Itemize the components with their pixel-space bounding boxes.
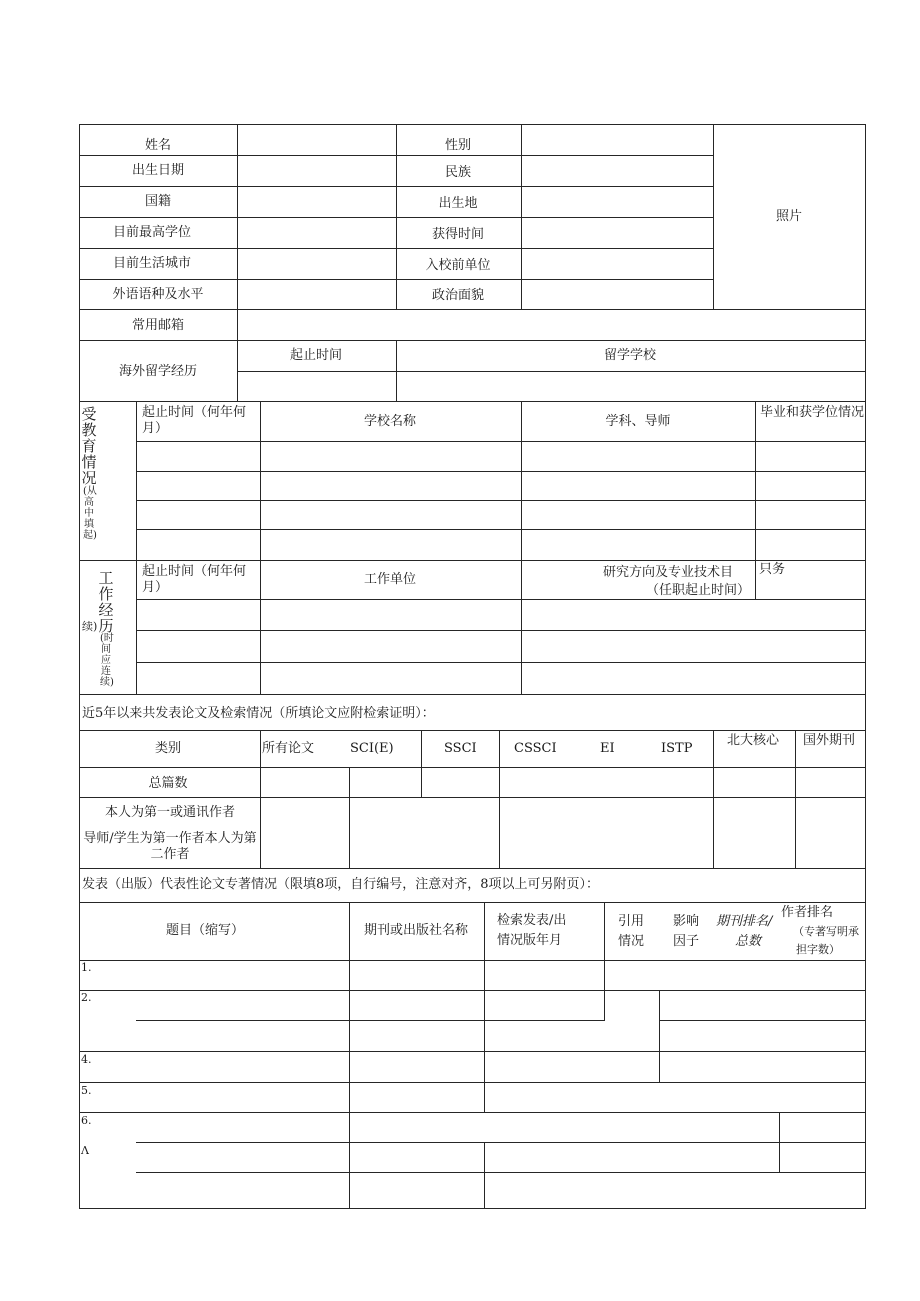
grid-line-vertical [349, 828, 350, 869]
col-scie: SCI(E) [350, 741, 394, 756]
overseas-school-header: 留学学校 [603, 348, 657, 363]
rep-author-header-a: 作者排名 [781, 905, 834, 920]
grid-line-vertical [521, 401, 522, 695]
edu-period-header: 起止时间（何年何月） [142, 405, 247, 436]
grid-line-horizontal [79, 1051, 865, 1052]
rep-row-number: 5. [81, 1084, 92, 1097]
grid-line-horizontal [79, 124, 865, 125]
highest-degree-field[interactable] [238, 218, 395, 247]
rep-cite-header-a: 引用 [618, 914, 645, 929]
grid-line-horizontal [79, 902, 865, 903]
grid-line-horizontal [79, 990, 865, 991]
grid-line-horizontal [136, 630, 865, 631]
ethnicity-field[interactable] [522, 156, 713, 185]
obtained-time-label: 获得时间 [431, 227, 485, 242]
representative-header: 发表（出版）代表性论文专著情况（限填8项，自行编号，注意对齐，8项以上可另附页）： [82, 877, 600, 892]
rep-row-number: 4. [81, 1053, 92, 1066]
education-title: 受教育情况 [81, 405, 97, 487]
nationality-label: 国籍 [144, 194, 172, 209]
photo-box[interactable] [715, 126, 864, 309]
grid-line-vertical [484, 902, 485, 1113]
grid-line-vertical [755, 401, 756, 600]
first-author-label: 本人为第一或通讯作者 [104, 805, 236, 820]
grid-line-vertical [499, 730, 500, 869]
papers-category-label: 类别 [154, 741, 182, 756]
work-note: (时间应连续) [100, 633, 114, 688]
email-field[interactable] [238, 311, 864, 340]
grid-line-vertical [260, 401, 261, 695]
rep-title-header: 题目（缩写） [165, 923, 245, 938]
rep-rank-header-b: 总数 [735, 934, 762, 949]
col-ei: EI [600, 741, 615, 756]
name-field[interactable] [238, 126, 395, 155]
rep-row-number: 2. [81, 991, 92, 1004]
grid-line-horizontal [79, 340, 865, 341]
rep-impact-header-b: 因子 [673, 934, 700, 949]
rep-cite-header-b: 情况 [618, 934, 645, 949]
grid-line-vertical [713, 730, 714, 869]
grid-line-horizontal [79, 1208, 865, 1209]
overseas-period-field[interactable] [238, 372, 395, 400]
work-position-header: 只务 [759, 562, 786, 577]
total-label: 总篇数 [148, 776, 188, 791]
rep-row-number: 1. [81, 961, 92, 974]
grid-line-vertical [795, 730, 796, 869]
work-title: 工作经历 [98, 569, 114, 635]
grid-line-horizontal [79, 560, 865, 561]
overseas-period-header: 起止时间 [289, 348, 343, 363]
city-field[interactable] [238, 249, 395, 278]
city-label: 目前生活城市 [112, 256, 192, 271]
col-istp: ISTP [661, 741, 693, 756]
grid-line-vertical [779, 1112, 780, 1173]
col-ssci: SSCI [444, 741, 477, 756]
work-unit-header: 工作单位 [363, 572, 417, 587]
birthplace-field[interactable] [522, 187, 713, 216]
rep-author-header-c: 担字数） [796, 943, 840, 956]
prev-employer-field[interactable] [522, 249, 713, 278]
grid-line-vertical [136, 401, 137, 695]
ethnicity-label: 民族 [444, 165, 472, 180]
birth-date-field[interactable] [238, 156, 395, 185]
work-note-head: 续) [82, 620, 98, 633]
grid-line-horizontal [79, 868, 865, 869]
grid-line-horizontal [136, 1172, 865, 1173]
col-pku-core: 北大核心 [727, 733, 780, 748]
language-label: 外语语种及水平 [112, 287, 204, 302]
gender-field[interactable] [522, 126, 713, 155]
name-label: 姓名 [144, 138, 172, 153]
education-note: (从高中填起) [83, 486, 97, 541]
email-label: 常用邮箱 [131, 318, 185, 333]
grid-line-horizontal [659, 1020, 865, 1021]
grid-line-vertical [79, 124, 80, 1209]
grid-line-horizontal [79, 797, 865, 798]
overseas-school-field[interactable] [397, 372, 864, 400]
rep-index-header-a: 检索发表/出 [497, 913, 567, 928]
grid-line-horizontal [79, 1082, 865, 1083]
rep-index-header-b: 情况版年月 [497, 933, 563, 948]
edu-school-header: 学校名称 [363, 414, 417, 429]
grid-line-horizontal [79, 1112, 865, 1113]
grid-line-vertical [865, 124, 866, 1209]
rep-journal-header: 期刊或出版社名称 [363, 923, 469, 938]
rep-rank-header-a: 期刊排名/ [716, 914, 773, 929]
grid-line-horizontal [79, 730, 865, 731]
grid-line-vertical [604, 902, 605, 1021]
grid-line-horizontal [136, 662, 865, 663]
grid-line-vertical [713, 124, 714, 310]
grid-line-vertical [484, 1142, 485, 1209]
nationality-field[interactable] [238, 187, 395, 216]
grid-line-vertical [421, 730, 422, 798]
rep-row-number: Λ [81, 1144, 89, 1157]
highest-degree-label: 目前最高学位 [112, 225, 192, 240]
grid-line-horizontal [79, 401, 865, 402]
col-foreign-journal: 国外期刊 [803, 733, 856, 748]
col-all-papers: 所有论文 [262, 741, 315, 756]
rep-impact-header-a: 影响 [673, 914, 700, 929]
language-field[interactable] [238, 280, 395, 309]
work-research-header: 研究方向及专业技术目 [602, 565, 734, 580]
grid-line-horizontal [79, 694, 865, 695]
grid-line-horizontal [79, 960, 865, 961]
work-period-header: 起止时间（何年何月） [142, 564, 247, 595]
birthplace-label: 出生地 [438, 196, 478, 211]
edu-subject-header: 学科、导师 [605, 414, 671, 429]
grid-line-horizontal [79, 309, 865, 310]
political-label: 政治面貌 [431, 288, 485, 303]
grid-line-vertical [260, 730, 261, 869]
rep-author-header-b: （专著写明承 [793, 925, 859, 938]
grid-line-horizontal [79, 767, 865, 768]
obtained-time-field[interactable] [522, 218, 713, 247]
rep-row-number: 6. [81, 1114, 92, 1127]
prev-employer-label: 入校前单位 [425, 258, 491, 273]
papers-header: 近5年以来共发表论文及检索情况（所填论文应附检索证明）： [82, 706, 435, 721]
grid-line-horizontal [136, 1020, 604, 1021]
birth-date-label: 出生日期 [131, 163, 185, 178]
gender-label: 性别 [444, 138, 472, 153]
col-cssci: CSSCI [514, 741, 557, 756]
overseas-label: 海外留学经历 [118, 364, 198, 379]
work-research-sub: （任职起止时间） [645, 583, 751, 598]
edu-degree-header: 毕业和获学位情况 [760, 405, 865, 420]
second-author-label: 导师/学生为第一作者本人为第二作者 [83, 831, 257, 862]
grid-line-vertical [659, 990, 660, 1083]
grid-line-horizontal [136, 1142, 865, 1143]
grid-line-vertical [396, 124, 397, 310]
grid-line-vertical [349, 902, 350, 1209]
photo-placeholder: 照片 [775, 209, 803, 224]
political-field[interactable] [522, 280, 713, 309]
